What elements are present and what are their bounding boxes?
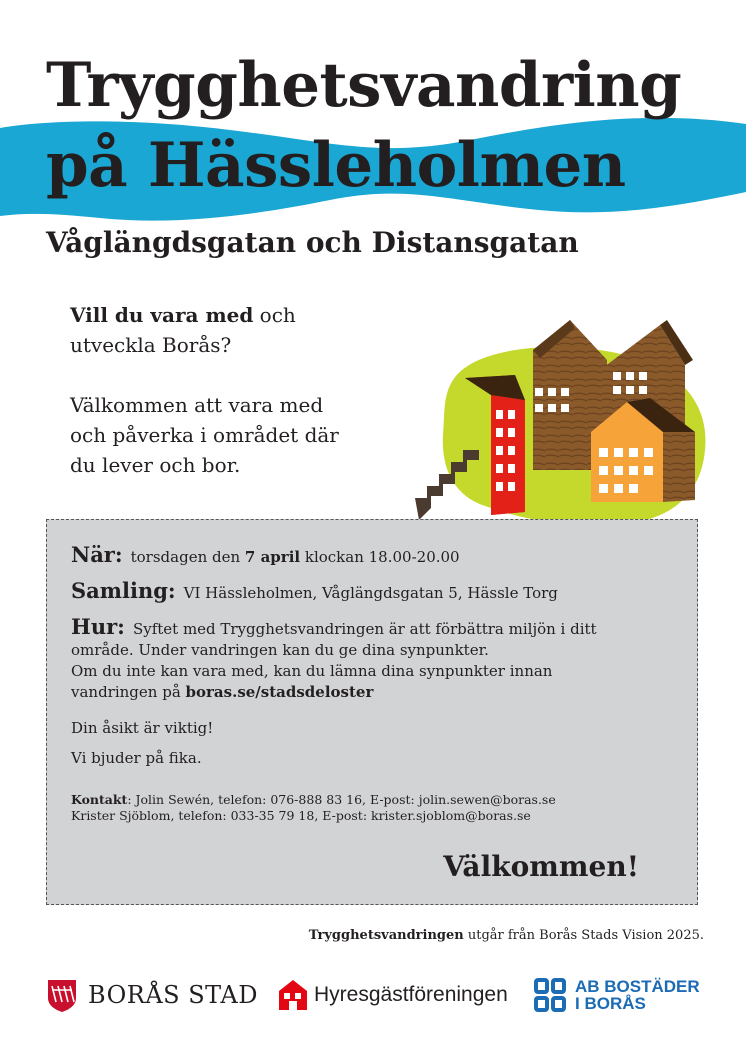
how-block [71, 616, 681, 703]
place-label: Samling: [71, 578, 176, 603]
boras-stad-logo [46, 975, 258, 1015]
contact-label: Kontakt [71, 792, 128, 807]
ab-bostader-logo [533, 975, 700, 1015]
boras-crest-icon [46, 978, 78, 1012]
when-pre: torsdagen den [130, 548, 245, 566]
intro-welcome-line1: Välkommen att vara med [70, 393, 324, 417]
page-title [46, 46, 681, 206]
ab-bostader-name [575, 978, 700, 1012]
welcome-text: Välkommen! [443, 850, 639, 883]
title-line-1: Trygghetsvandring [46, 50, 682, 121]
intro-text [70, 300, 410, 480]
contact-block [71, 792, 681, 824]
when-date: 7 april [244, 548, 301, 566]
info-panel [46, 519, 698, 905]
boras-stad-name: BORÅS STAD [88, 981, 258, 1009]
opinion-text: Din åsikt är viktig! [71, 719, 214, 737]
hyresgast-house-icon [278, 979, 308, 1011]
place-row [71, 578, 558, 603]
how-line-3: Om du inte kan vara med, kan du lämna dina synpunkter innan [71, 662, 553, 680]
intro-lead-rest: och [253, 303, 296, 327]
ab-bostader-line-1: AB BOSTÄDER [575, 977, 700, 996]
fika-text: Vi bjuder på fika. [71, 749, 202, 767]
when-label: När: [71, 542, 123, 567]
houses-illustration [405, 320, 715, 530]
hyresgastforeningen-logo [278, 975, 508, 1015]
ab-bostader-line-2: I BORÅS [575, 994, 646, 1013]
intro-welcome-line3: du lever och bor. [70, 453, 241, 477]
stadsdeloster-link[interactable]: boras.se/stadsdeloster [185, 683, 374, 701]
vision-footnote [309, 928, 704, 943]
hyresgast-name: Hyresgästföreningen [314, 983, 508, 1006]
intro-welcome-line2: och påverka i området där [70, 423, 339, 447]
subtitle: Våglängdsgatan och Distansgatan [46, 226, 579, 259]
footnote-rest: utgår från Borås Stads Vision 2025. [463, 928, 704, 943]
contact-line-1: : Jolin Sewén, telefon: 076-888 83 16, E-post: jolin.sewen@boras.se [127, 792, 556, 807]
how-line-2: område. Under vandringen kan du ge dina synpunkter. [71, 641, 489, 659]
intro-lead-bold: Vill du vara med [70, 303, 254, 327]
how-line-1: Syftet med Trygghetsvandringen är att förbättra miljön i ditt [132, 620, 597, 638]
intro-lead-line2: utveckla Borås? [70, 333, 232, 357]
ab-bostader-icon [533, 977, 567, 1013]
contact-line-2: Krister Sjöblom, telefon: 033-35 79 18, E-post: krister.sjoblom@boras.se [71, 808, 531, 823]
place-value: VI Hässleholmen, Våglängdsgatan 5, Hässle Torg [183, 584, 558, 602]
when-post: klockan 18.00-20.00 [300, 548, 460, 566]
title-line-2: på Hässleholmen [46, 130, 626, 201]
how-line-4: vandringen på [71, 683, 186, 701]
when-row [71, 542, 460, 567]
footnote-bold: Trygghetsvandringen [308, 928, 464, 943]
how-label: Hur: [71, 614, 125, 639]
